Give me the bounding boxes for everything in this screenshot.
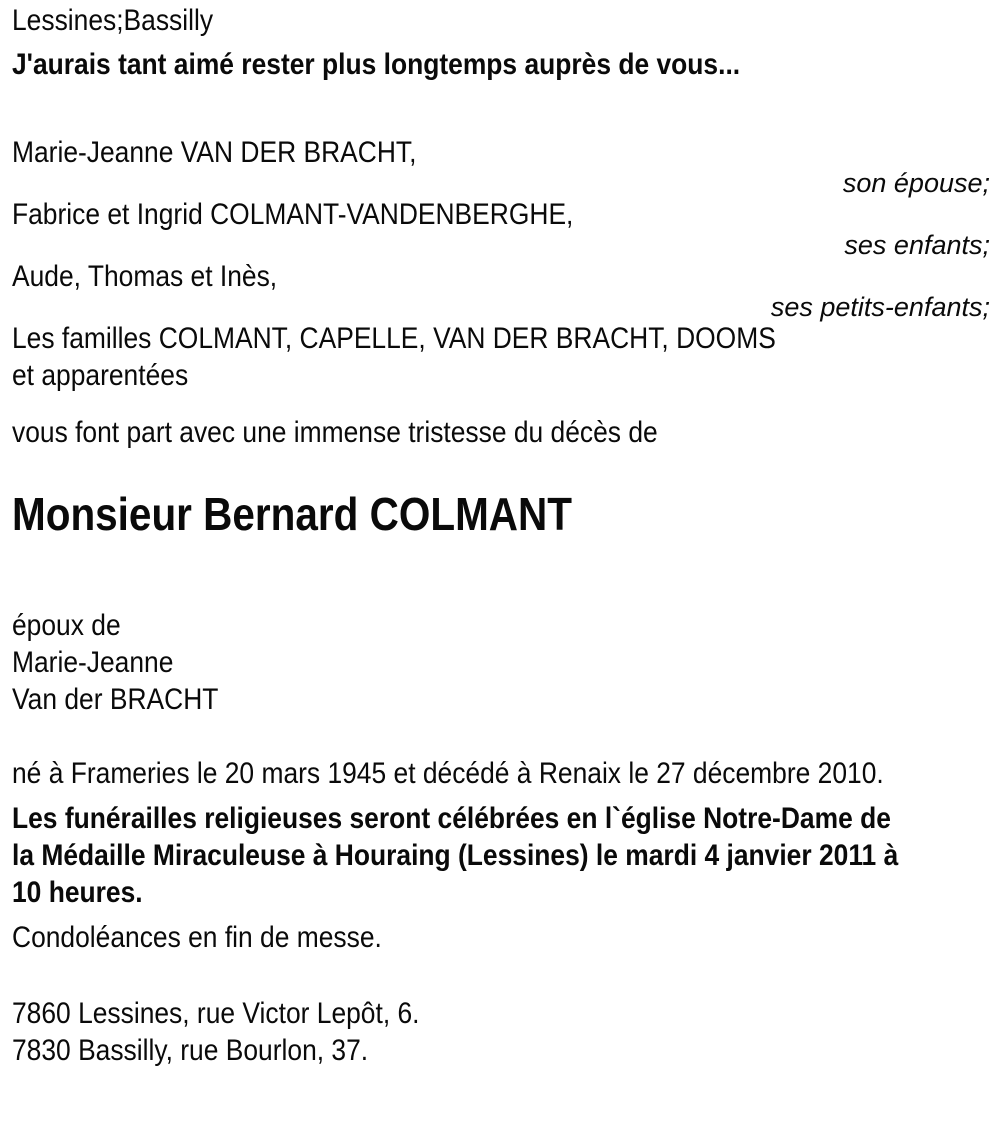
- relative-row: [12, 134, 990, 196]
- announcement-line: [12, 414, 990, 451]
- deceased-name-heading: [12, 486, 990, 542]
- relative-names: [12, 196, 990, 233]
- announcement-text: vous font part avec une immense tristesse du décès de: [12, 416, 658, 449]
- address-line-1: [12, 995, 990, 1032]
- families-line-1-text: Les familles COLMANT, CAPELLE, VAN DER BRACHT, DOOMS: [12, 322, 776, 355]
- address-line-2: [12, 1032, 990, 1069]
- spouse-last-name-text: Van der BRACHT: [12, 683, 219, 716]
- addresses-block: [12, 995, 990, 1069]
- relative-relation: ses petits-enfants;: [770, 292, 990, 322]
- condolences-text: Condoléances en fin de messe.: [12, 921, 382, 954]
- condolences-line: [12, 919, 990, 956]
- relative-names: [12, 258, 990, 295]
- spouse-of-line: [12, 607, 990, 644]
- families-line-2-text: et apparentées: [12, 359, 189, 392]
- funeral-line-2: [12, 837, 990, 874]
- families-line-2: [12, 357, 990, 394]
- funeral-line-3: [12, 874, 990, 911]
- address-line-2-text: 7830 Bassilly, rue Bourlon, 37.: [12, 1034, 369, 1067]
- relative-names-text: Aude, Thomas et Inès,: [12, 260, 278, 293]
- funeral-details-block: [12, 800, 990, 911]
- relative-relation: son épouse;: [842, 168, 990, 198]
- spouse-last-name-line: [12, 681, 990, 718]
- relative-row: [12, 196, 990, 258]
- relatives-list: [12, 134, 990, 320]
- funeral-line-1: [12, 800, 990, 837]
- relative-names-text: Fabrice et Ingrid COLMANT-VANDENBERGHE,: [12, 198, 574, 231]
- spouse-block: [12, 607, 990, 718]
- spouse-first-name-line: [12, 644, 990, 681]
- epitaph-text: J'aurais tant aimé rester plus longtemps auprès de vous...: [12, 48, 741, 81]
- deceased-name-text: Monsieur Bernard COLMANT: [12, 488, 573, 540]
- cities-text: Lessines;Bassilly: [12, 4, 214, 37]
- spouse-of-text: époux de: [12, 609, 121, 642]
- spouse-first-name-text: Marie-Jeanne: [12, 646, 174, 679]
- relative-row: [12, 258, 990, 320]
- families-line-1: [12, 320, 990, 357]
- funeral-line-3-text: 10 heures.: [12, 876, 143, 909]
- funeral-line-1-text: Les funérailles religieuses seront célébrées en l`église Notre-Dame de: [12, 802, 891, 835]
- address-line-1-text: 7860 Lessines, rue Victor Lepôt, 6.: [12, 997, 420, 1030]
- cities-line: [12, 2, 990, 39]
- funeral-line-2-text: la Médaille Miraculeuse à Houraing (Lessines) le mardi 4 janvier 2011 à: [12, 839, 899, 872]
- relative-relation: ses enfants;: [844, 230, 990, 260]
- epitaph-line: [12, 46, 990, 83]
- families-block: [12, 320, 990, 394]
- birth-death-text: né à Frameries le 20 mars 1945 et décédé à Renaix le 27 décembre 2010.: [12, 757, 884, 790]
- birth-death-line: [12, 755, 990, 792]
- relative-names-text: Marie-Jeanne VAN DER BRACHT,: [12, 136, 417, 169]
- relative-names: [12, 134, 990, 171]
